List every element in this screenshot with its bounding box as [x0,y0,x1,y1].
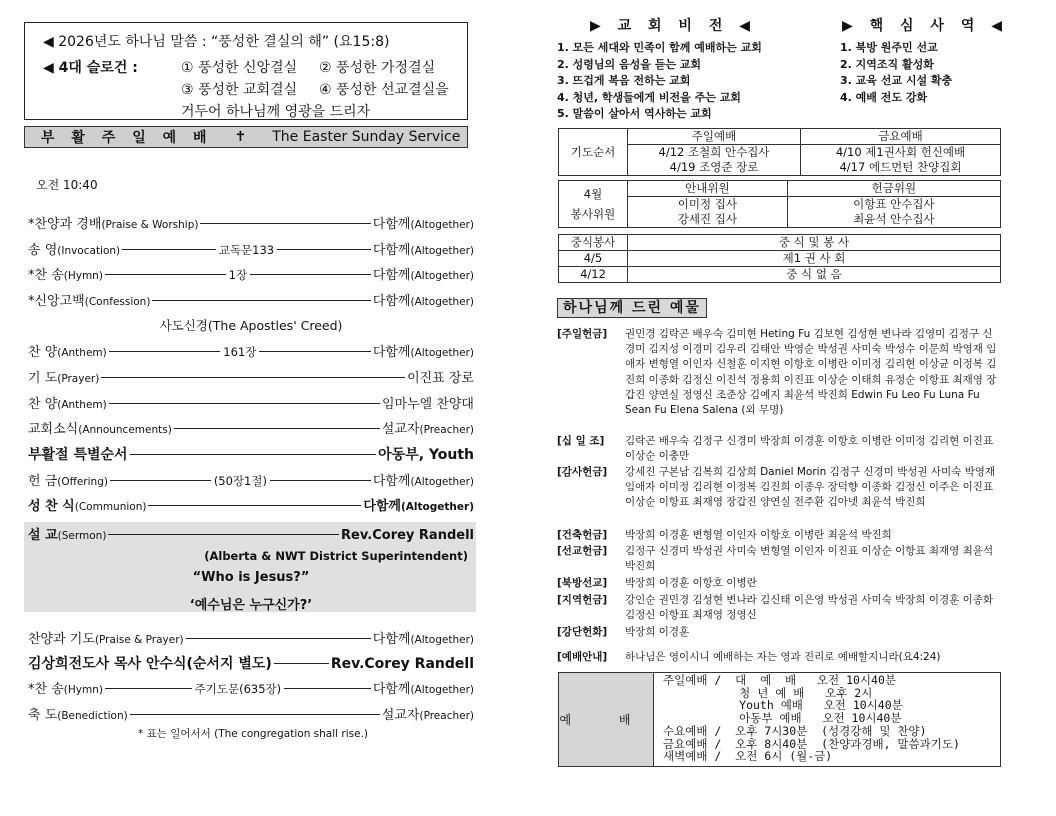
offering-label: [강단헌화] [557,626,608,638]
leader-line [152,300,370,301]
service-time: 오전 10:40 [36,178,98,192]
order-item-name: *찬 송 [28,682,64,697]
order-item-leader [373,239,474,258]
vision-item: 2. 성령님의 음성을 듣는 교회 [557,57,702,71]
order-item-leader [373,264,474,283]
order-item-name: 김상희전도사 목사 안수식(순서지 별도) [28,656,272,672]
ministry-item: 2. 지역조직 활성화 [840,57,934,71]
usher-header: 안내위원 [628,181,788,197]
order-item-detail: 주기도문(635장) [194,682,282,696]
leader-name: Rev.Corey Randell [330,656,474,672]
order-item-leader [373,213,474,232]
leader-line [284,688,371,689]
leader-line [122,249,216,250]
offering-label: [예배안내] [557,651,608,663]
superintendent-title: (Alberta & NWT District Superintendent) [204,549,468,563]
usher-1: 이미정 집사 [628,197,788,213]
church-vision-title: ▶ 교 회 비 전 ◀ [590,18,756,34]
core-ministry-list [840,40,952,106]
leader-english: (Preacher) [419,710,474,722]
order-item-name: 찬 양 [28,397,58,412]
leader-line [130,454,377,455]
leader-english: (Altogether) [410,296,474,308]
ministry-item: 1. 북방 원주민 선교 [840,41,938,54]
leader-english: (Altogether) [410,476,475,488]
slogan-3: ③ 풍성한 교회결실 [181,82,298,98]
leader-line [148,505,361,506]
order-item-english: (Announcements) [78,424,172,436]
offering-label: [감사헌금] [557,466,608,478]
offering-north-mission [557,576,1002,591]
order-item-english: (Invocation) [57,245,121,257]
leader-english: (Altogether) [401,501,474,513]
order-item [28,393,474,412]
lunch-group-2: 중 식 없 음 [628,267,1001,283]
leader-english: (Altogether) [410,270,475,282]
lunch-header: 중 식 및 봉 사 [628,235,1001,251]
leader-english: (Altogether) [410,245,475,257]
service-title-english: The Easter Sunday Service [272,129,461,145]
annual-motto-box [24,22,468,120]
order-item [28,264,474,283]
slogan-1: ① 풍성한 신앙결실 [181,60,298,76]
order-item-leader [382,418,474,437]
vision-item: 3. 뜨겁게 복음 전하는 교회 [557,74,691,87]
verse-text: 하나님은 영이시니 예배하는 자는 영과 진리로 예배할지니라(요4:24) [625,651,941,663]
vision-item: 5. 말씀이 살아서 역사하는 교회 [557,107,712,120]
lunch-header-label: 중식봉사 [559,235,628,251]
volunteer-label: 봉사위원 [570,207,616,221]
offering-label: [십 일 조] [557,435,605,447]
order-item-detail: 161장 [223,345,257,359]
leader-name: 아동부, Youth [378,447,474,463]
sunday-prayer-1: 4/12 조철희 안수집사 [628,145,801,161]
order-item [28,470,474,489]
leader-line [101,377,405,378]
offering-altar-flowers [557,625,1002,640]
standing-note: * 표는 일어서서 (The congregation shall rise.) [137,728,369,740]
order-item-leader [341,528,474,543]
order-item-name: 헌 금 [28,474,58,489]
ministry-item: 3. 교육 선교 시설 확충 [840,74,953,87]
leader-name: 다함께 [372,217,411,232]
worship-schedule: 주일예배 / 대 예 배 오전 10시40분 청 년 예 배 오후 2시 Youth 예배 오전 10시40분 아동부 예배 오전 10시40분 수요예배 / 오후 7시30분 (성경강해 및 찬양) 금요예배 / 오후 8시40분 (찬양과경배, 말씀과기도) 새벽예배 / 오전 6시 (월-금) [663,673,960,764]
order-item-name: *찬양과 경배 [28,217,102,232]
cross-icon: ✝ [234,129,247,145]
order-item [28,444,474,464]
leader-line [270,480,371,481]
order-item-name: 축 도 [28,708,58,723]
leader-name: 다함께 [372,682,411,697]
sunday-header: 주일예배 [628,129,801,145]
lunch-service-table [558,234,1001,283]
leader-line [174,428,380,429]
order-item-detail: (50장1절) [213,474,267,488]
leader-name: Rev.Corey Randell [341,528,474,543]
leader-name: 다함께 [372,345,411,360]
leader-line [109,403,380,404]
order-item-english: (Benediction) [57,710,128,722]
leader-name: 다함께 [372,474,411,489]
order-item-name: *찬 송 [28,268,64,283]
offering-names: 김정구 신경미 박성권 사미숙 변형열 이인자 이진표 이상순 이항표 최재영 최윤석 박진희 [625,545,994,573]
order-item-name: 찬양과 기도 [28,632,95,647]
order-item-leader [331,656,474,672]
leader-name: 설교자 [381,708,420,723]
ministry-item: 4. 예배 전도 강화 [840,90,928,104]
leader-name: 설교자 [381,422,420,437]
order-item-name: 교회소식 [28,422,79,437]
leader-name: 다함께 [363,499,401,514]
order-item-english: (Anthem) [57,399,107,411]
order-item-english: (Prayer) [57,373,100,385]
leader-name: 임마누엘 찬양대 [381,397,474,412]
order-item-english: (Offering) [57,476,108,488]
order-item [28,704,474,723]
order-item-name: 부활절 특별순서 [28,447,128,463]
church-vision-list [557,40,762,123]
offering-mission [557,544,1002,574]
slogan-label: ◀ 4대 슬로건 : [43,60,138,76]
leader-line [274,663,329,664]
order-item [28,628,474,647]
worship-label: 예 배 [559,673,654,766]
offering-names: 강세진 구본남 김복희 김상희 Daniel Morin 김정구 신경미 박성권 사미숙 박영재 임애자 이미정 김리현 이정복 김진희 이종우 장덕향 이종화 김정신 이주은 이진표 이상순 이항표 최재영 장갑진 양연실 전주환 김아넷 최윤석 박진희 [625,466,996,509]
offering-committee-header: 헌금위원 [787,181,1000,197]
order-item-english: (Communion) [74,501,147,513]
lunch-date-1: 4/5 [559,251,628,267]
volunteer-row-label [559,181,628,228]
order-item-detail: 1장 [228,268,248,282]
order-item-name: 기 도 [28,371,58,386]
friday-prayer-1: 4/10 제1권사회 헌신예배 [800,145,1000,161]
order-item-leader [373,470,474,489]
worship-times-box [558,672,1001,767]
volunteer-month: 4월 [583,187,603,201]
offering-label: [북방선교] [557,577,608,589]
order-item-name: *신앙고백 [28,294,85,309]
leader-name: 다함께 [372,268,411,283]
service-title-bar [24,126,468,148]
order-item-leader [407,367,474,386]
service-title-korean: 부 활 주 일 예 배 [41,130,213,146]
usher-2: 강세진 집사 [628,212,788,228]
sermon-title-english: “Who is Jesus?” [192,570,310,585]
leader-name: 다함께 [372,632,411,647]
order-item [28,524,474,543]
friday-prayer-2: 4/17 에드먼턴 찬양집회 [800,160,1000,176]
leader-english: (Altogether) [410,634,474,646]
leader-line [277,249,371,250]
order-item-name: 성 찬 식 [28,499,75,514]
motto-line: ◀ 2026년도 하나님 말씀 : “풍성한 결실의 해” (요15:8) [43,34,390,50]
order-item-detail: 교독문133 [218,243,275,257]
order-item-leader [363,495,474,514]
order-item [28,213,474,232]
lunch-group-1: 제1 권 사 회 [628,251,1001,267]
order-item-name: 설 교 [28,528,58,543]
order-item [28,341,474,360]
offering-names: 권민경 김락곤 배우숙 김미현 Heting Fu 김보현 김성현 변나라 김영미 김정구 신경미 김지성 이경미 김우리 김태안 박영순 박성권 사미숙 박성수 이문희 박영재 임애자 변형열 이인자 신철훈 이지현 이항호 이병란 이미정 김리현 이상균 이정복 김진희 이종화 김정신 이진석 정용희 이진표 이상순 이태희 유정순 이항표 최재영 장갑진 양연실 정영신 조준상 김예지 최윤석 박진희 Edwin Fu Leo Fu Luna Fu Sean Fu Elena Salena (외 무명) [625,328,997,417]
order-item-name: 송 영 [28,243,58,258]
order-item-leader [373,628,474,647]
leader-line [250,274,371,275]
leader-english: (Preacher) [419,424,474,436]
offering-names: 박장희 이경훈 이항호 이병란 [625,577,757,589]
offering-label: [선교헌금] [557,545,608,557]
offering-sunday [557,327,1002,418]
offering-label: [주일헌금] [557,328,608,340]
leader-line [186,638,371,639]
offering-thanks [557,465,1002,511]
apostles-creed: 사도신경(The Apostles' Creed) [159,318,343,333]
order-item [28,367,474,386]
order-item [28,239,474,258]
offering-label: [건축헌금] [557,529,608,541]
leader-english: (Altogether) [410,347,475,359]
lunch-date-2: 4/12 [559,267,628,283]
leader-name: 다함께 [372,243,411,258]
vision-item: 4. 청년, 학생들에게 비전을 주는 교회 [557,90,741,104]
volunteer-table [558,180,1001,228]
offering-names: 강인순 권민경 김성현 변나라 김신태 이은영 박성권 사미숙 박장희 이경훈 이종화 김정신 이항표 최재영 정영신 [625,594,994,622]
sermon-title-korean: ‘예수님은 누구신가?’ [189,598,313,613]
order-item-name: 찬 양 [28,345,58,360]
order-item-english: (Confession) [84,296,151,308]
order-item-leader [373,341,474,360]
order-item-english: (Hymn) [63,270,103,282]
order-item [28,418,474,437]
offering-committee-2: 최윤석 안수집사 [787,212,1000,228]
leader-line [109,351,221,352]
slogan-5: 거두어 하나님께 영광을 드리자 [181,104,371,120]
offering-committee-1: 이항표 안수집사 [787,197,1000,213]
prayer-schedule-table [558,128,1001,176]
leader-name: 이진표 장로 [407,371,474,386]
leader-line [110,480,211,481]
worship-guide-verse [557,650,1002,665]
prayer-row-label: 기도순서 [559,129,628,176]
offering-section-header: 하나님께 드린 예물 [557,298,707,318]
order-item [28,653,474,673]
leader-english: (Altogether) [410,219,474,231]
order-item [28,678,474,697]
order-item-english: (Hymn) [63,684,103,696]
friday-header: 금요예배 [800,129,1000,145]
leader-line [130,714,380,715]
offering-names: 김락곤 배우숙 김정구 신경미 박장희 이경훈 이항호 이병란 이미정 김리현 이진표 이상순 이충만 [625,435,994,463]
leader-line [259,351,371,352]
order-item-english: (Anthem) [57,347,107,359]
slogan-4: ④ 풍성한 선교결실을 [319,82,449,98]
order-item-english: (Praise & Prayer) [94,634,184,646]
order-item-leader [373,678,474,697]
vision-item: 1. 모든 세대와 민족이 함께 예배하는 교회 [557,41,762,54]
offering-tithe [557,434,1002,464]
order-item-leader [382,704,474,723]
order-item-english: (Sermon) [57,530,107,542]
order-item [28,290,474,309]
core-ministry-title: ▶ 핵 심 사 역 ◀ [842,18,1008,34]
leader-line [108,534,339,535]
offering-regional [557,593,1002,623]
leader-name: 다함께 [372,294,411,309]
order-item-leader [382,393,474,412]
offering-names: 박장희 이경훈 [625,626,690,638]
offering-building [557,528,1002,543]
order-item-english: (Praise & Worship) [101,219,199,231]
leader-english: (Altogether) [410,684,475,696]
offering-names: 박장희 이경훈 변형열 이인자 이항호 이병란 최윤석 박진희 [625,529,892,541]
leader-line [200,223,370,224]
order-item-leader [378,444,474,464]
leader-line [105,274,226,275]
order-item-leader [373,290,474,309]
sunday-prayer-2: 4/19 조영준 장로 [628,160,801,176]
offering-label: [지역헌금] [557,594,608,606]
order-item [28,495,474,514]
slogan-2: ② 풍성한 가정결실 [319,60,436,76]
leader-line [105,688,192,689]
